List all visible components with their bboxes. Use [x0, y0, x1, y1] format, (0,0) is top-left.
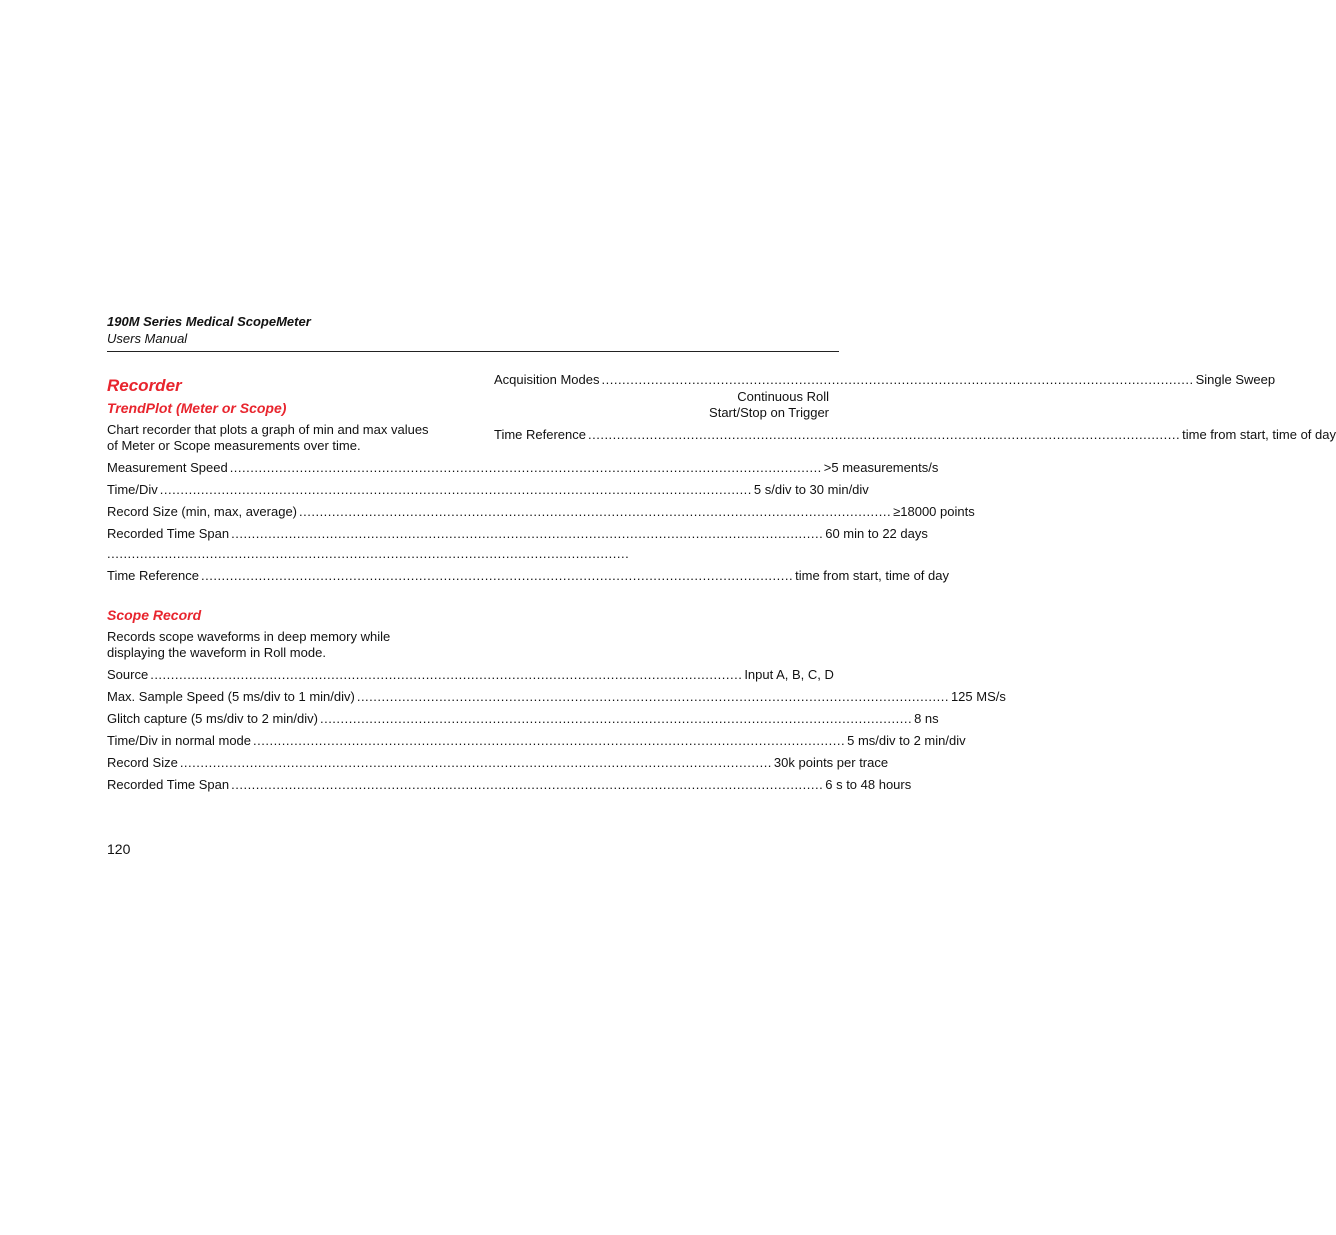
spec-label: Time Reference [494, 427, 586, 442]
leader-dots [602, 372, 1194, 388]
page-header [107, 313, 839, 347]
trendplot-title: TrendPlot (Meter or Scope) [107, 400, 287, 416]
spec-row [107, 777, 912, 793]
spec-row [107, 504, 975, 520]
leader-dots [230, 460, 822, 476]
spec-label: Record Size (min, max, average) [107, 504, 298, 519]
spec-value: 125 MS/s [950, 689, 1006, 704]
spec-row [107, 460, 939, 476]
spec-value: Input A, B, C, D [744, 667, 834, 682]
spec-row [107, 711, 939, 727]
spec-row [494, 372, 1276, 388]
leader-dots [588, 427, 1180, 443]
section-title: Recorder [107, 376, 182, 395]
spec-value: 30k points per trace [773, 755, 889, 770]
spec-row [107, 755, 889, 771]
spec-label: Time/Div in normal mode [107, 733, 252, 748]
spec-label: Glitch capture (5 ms/div to 2 min/div) [107, 711, 318, 726]
spec-value: Single Sweep [1195, 372, 1276, 387]
spec-value: 60 min to 22 days [825, 526, 928, 541]
scope-record-title: Scope Record [107, 607, 202, 623]
trendplot-description: Chart recorder that plots a graph of min and max values of Meter or Scope measurements over time. [107, 422, 429, 453]
spec-value-continued: Continuous Roll [737, 389, 829, 404]
leader-dots [160, 482, 752, 498]
spec-value: >5 measurements/s [823, 460, 939, 475]
leader-dots [231, 777, 823, 793]
spec-row [107, 482, 869, 498]
spec-row [107, 733, 966, 749]
spec-value: time from start, time of day [1182, 427, 1336, 442]
scope-record-description: Records scope waveforms in deep memory while displaying the waveform in Roll mode. [107, 629, 391, 660]
leader-dots [357, 689, 949, 705]
spec-value: 6 s to 48 hours [825, 777, 912, 792]
spec-value: 5 ms/div to 2 min/div [847, 733, 966, 748]
spec-label: Acquisition Modes [494, 372, 600, 387]
manual-title: 190M Series Medical ScopeMeter [107, 314, 311, 329]
spec-value-continued: Start/Stop on Trigger [709, 405, 829, 420]
spec-row [107, 526, 928, 542]
spec-value: 5 s/div to 30 min/div [753, 482, 869, 497]
leader-dots [150, 667, 742, 683]
leader-dots [180, 755, 772, 771]
spec-row [107, 667, 834, 683]
spec-label: Recorded Time Span [107, 526, 230, 541]
leader-dots [201, 568, 793, 584]
leader-dots-line: ............................................................................................................................... [107, 546, 630, 561]
leader-dots [253, 733, 845, 749]
spec-label: Recorded Time Span [107, 777, 230, 792]
spec-label: Time/Div [107, 482, 158, 497]
leader-dots [320, 711, 912, 727]
spec-value: ≥18000 points [893, 504, 975, 519]
spec-label: Record Size [107, 755, 178, 770]
spec-row [107, 689, 1006, 705]
spec-label: Max. Sample Speed (5 ms/div to 1 min/div) [107, 689, 355, 704]
spec-row [494, 427, 1336, 443]
manual-subtitle: Users Manual [107, 331, 188, 346]
spec-row [107, 568, 949, 584]
header-rule [107, 351, 839, 352]
spec-label: Time Reference [107, 568, 199, 583]
page-number: 120 [107, 841, 131, 857]
spec-label: Source [107, 667, 149, 682]
right-column [494, 372, 1336, 449]
spec-value: time from start, time of day [795, 568, 949, 583]
leader-dots [299, 504, 891, 520]
leader-dots [231, 526, 823, 542]
spec-value: 8 ns [914, 711, 939, 726]
spec-label: Measurement Speed [107, 460, 228, 475]
